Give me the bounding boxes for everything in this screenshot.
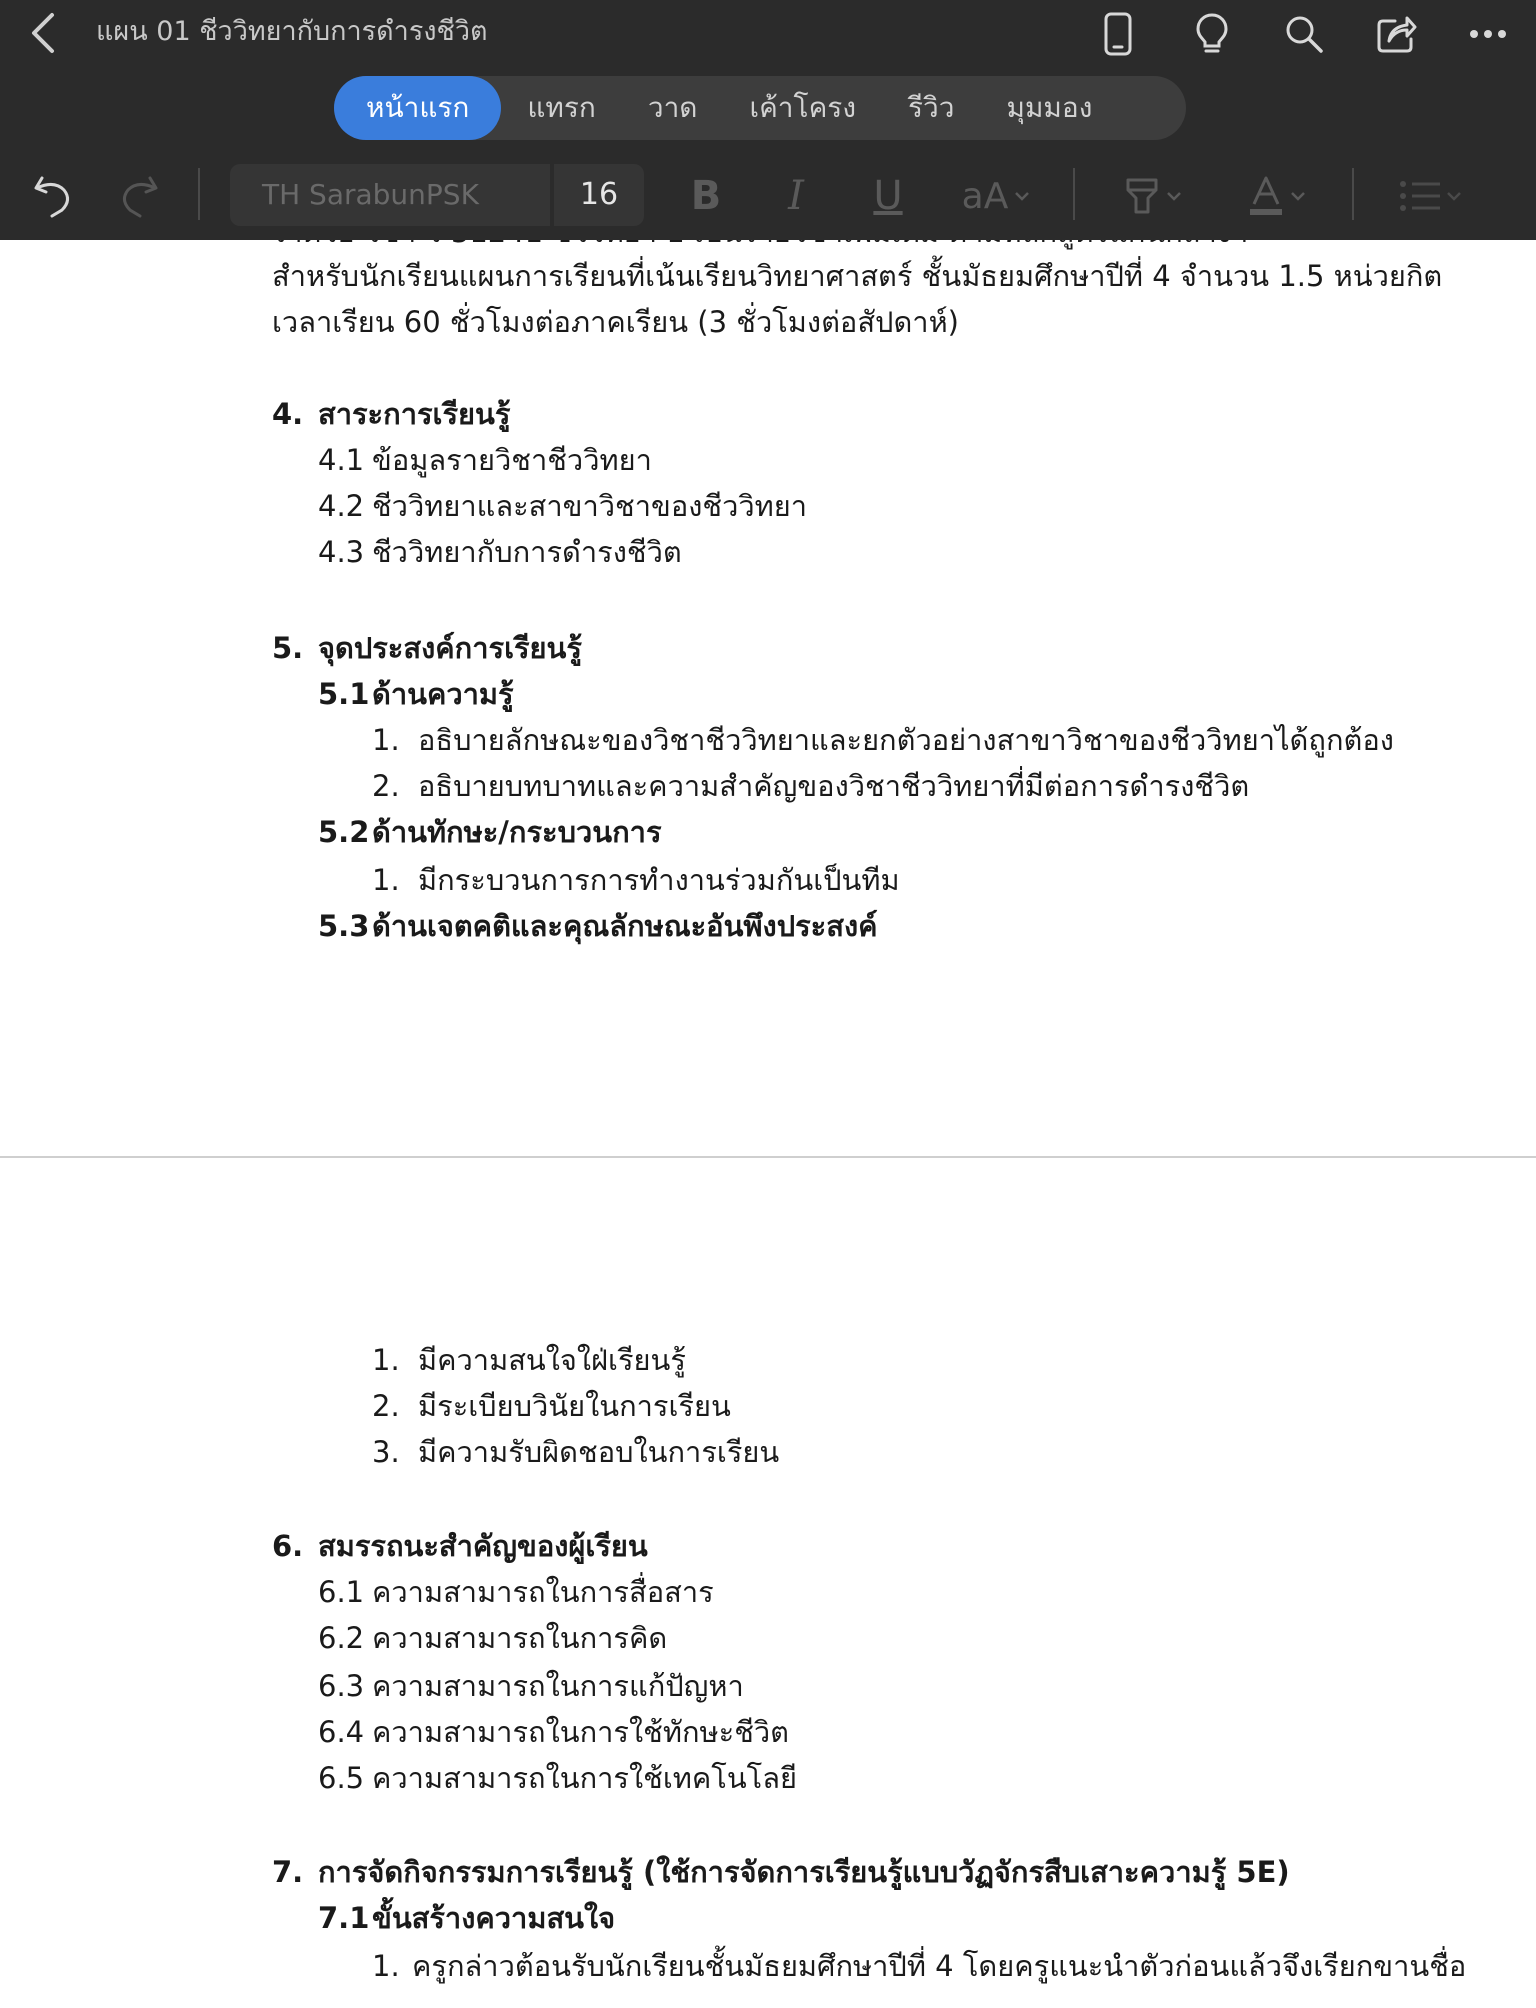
item-number: 1. bbox=[372, 1949, 400, 1983]
list-item bbox=[372, 1946, 1466, 1986]
title-bar bbox=[0, 0, 1536, 64]
item-number: 1. bbox=[372, 863, 400, 897]
section-heading bbox=[272, 394, 510, 434]
subsection-number: 5.2 bbox=[318, 815, 370, 849]
item-number: 6.4 bbox=[318, 1715, 365, 1749]
list-item bbox=[318, 440, 652, 480]
font-color-icon bbox=[1246, 174, 1286, 218]
underline-button[interactable] bbox=[868, 168, 908, 224]
item-text: ข้อมูลรายวิชาชีววิทยา bbox=[372, 443, 652, 477]
bullets-button[interactable] bbox=[1390, 168, 1470, 224]
item-number: 1. bbox=[372, 723, 400, 757]
list-item bbox=[318, 532, 682, 572]
subsection-number: 7.1 bbox=[318, 1901, 370, 1935]
back-button[interactable] bbox=[24, 10, 60, 56]
tab-draw[interactable]: วาด bbox=[647, 91, 698, 124]
font-size-field[interactable]: 16 bbox=[554, 164, 644, 226]
tab-view[interactable]: มุมมอง bbox=[1006, 91, 1093, 124]
list-item bbox=[372, 766, 1249, 806]
subsection-heading bbox=[318, 812, 662, 852]
chevron-down-icon bbox=[1166, 191, 1182, 201]
italic-icon: I bbox=[788, 173, 804, 219]
item-number: 6.5 bbox=[318, 1761, 365, 1795]
item-number: 2. bbox=[372, 769, 400, 803]
list-item bbox=[372, 1386, 731, 1426]
redo-button[interactable] bbox=[114, 168, 166, 224]
item-text: มีระเบียบวินัยในการเรียน bbox=[418, 1389, 731, 1423]
share-icon bbox=[1375, 13, 1417, 55]
item-text: ครูกล่าวต้อนรับนักเรียนชั้นมัธยมศึกษาปีที่ 4 โดยครูแนะนำตัวก่อนแล้วจึงเรียกขานชื่อ bbox=[412, 1949, 1467, 1983]
section-heading bbox=[272, 628, 582, 668]
item-text: มีความรับผิดชอบในการเรียน bbox=[418, 1435, 780, 1469]
document-page[interactable] bbox=[0, 240, 1536, 2008]
subsection-number: 5.1 bbox=[318, 677, 370, 711]
underline-icon: U bbox=[873, 173, 903, 219]
subsection-heading bbox=[318, 1898, 615, 1938]
font-size-icon: aA bbox=[961, 175, 1009, 217]
item-number: 2. bbox=[372, 1389, 400, 1423]
item-number: 4.1 bbox=[318, 443, 365, 477]
subsection-number: 5.3 bbox=[318, 909, 370, 943]
item-text: อธิบายบทบาทและความสำคัญของวิชาชีววิทยาที่มีต่อการดำรงชีวิต bbox=[418, 769, 1250, 803]
item-text: ความสามารถในการคิด bbox=[372, 1621, 668, 1655]
item-text: มีกระบวนการการทำงานร่วมกันเป็นทีม bbox=[418, 863, 900, 897]
item-text: ความสามารถในการสื่อสาร bbox=[372, 1575, 714, 1609]
item-number: 6.2 bbox=[318, 1621, 365, 1655]
tab-review[interactable]: รีวิว bbox=[908, 91, 955, 124]
list-item bbox=[318, 1666, 744, 1706]
item-text: มีความสนใจใฝ่เรียนรู้ bbox=[418, 1343, 686, 1377]
highlight-button[interactable] bbox=[1112, 168, 1192, 224]
search-icon bbox=[1284, 14, 1324, 54]
toolbar-divider bbox=[198, 168, 200, 220]
item-number: 6.3 bbox=[318, 1669, 365, 1703]
item-text: ความสามารถในการใช้เทคโนโลยี bbox=[372, 1761, 798, 1795]
highlighter-icon bbox=[1122, 174, 1162, 218]
undo-icon bbox=[32, 174, 72, 218]
search-button[interactable] bbox=[1282, 12, 1326, 56]
list-item bbox=[372, 1340, 686, 1380]
more-icon bbox=[1468, 28, 1508, 40]
item-number: 6.1 bbox=[318, 1575, 365, 1609]
share-button[interactable] bbox=[1374, 12, 1418, 56]
ribbon-tabs bbox=[334, 76, 1186, 140]
section-number: 5. bbox=[272, 631, 304, 665]
paragraph-line: เวลาเรียน 60 ชั่วโมงต่อภาคเรียน (3 ชั่วโมงต่อสัปดาห์) bbox=[272, 305, 959, 339]
top-toolbar bbox=[0, 0, 1536, 240]
italic-button[interactable] bbox=[778, 168, 814, 224]
bullet-list-icon bbox=[1398, 176, 1442, 216]
chevron-left-icon bbox=[28, 11, 56, 55]
toolbar-divider bbox=[1352, 168, 1354, 220]
item-number: 4.3 bbox=[318, 535, 365, 569]
list-item bbox=[372, 860, 900, 900]
section-title: จุดประสงค์การเรียนรู้ bbox=[318, 631, 582, 665]
section-heading bbox=[272, 1852, 1290, 1892]
item-text: ความสามารถในการใช้ทักษะชีวิต bbox=[372, 1715, 790, 1749]
document-title: แผน 01 ชีววิทยากับการดำรงชีวิต bbox=[96, 16, 488, 47]
subsection-title: ด้านทักษะ/กระบวนการ bbox=[372, 815, 662, 849]
paragraph-line: สำหรับนักเรียนแผนการเรียนที่เน้นเรียนวิทยาศาสตร์ ชั้นมัธยมศึกษาปีที่ 4 จำนวน 1.5 หน่วยกิต bbox=[272, 259, 1443, 293]
mobile-view-button[interactable] bbox=[1096, 12, 1140, 56]
chevron-down-icon bbox=[1290, 191, 1306, 201]
section-number: 4. bbox=[272, 397, 304, 431]
redo-icon bbox=[120, 174, 160, 218]
lightbulb-icon bbox=[1195, 12, 1229, 56]
section-number: 6. bbox=[272, 1529, 304, 1563]
subsection-title: ด้านความรู้ bbox=[372, 677, 514, 711]
item-text: อธิบายลักษณะของวิชาชีววิทยาและยกตัวอย่างสาขาวิชาของชีววิทยาได้ถูกต้อง bbox=[418, 723, 1394, 757]
list-item bbox=[318, 1572, 714, 1612]
font-color-button[interactable] bbox=[1236, 168, 1316, 224]
list-item bbox=[372, 1432, 779, 1472]
list-item bbox=[318, 1758, 797, 1798]
item-number: 1. bbox=[372, 1343, 400, 1377]
font-name-field[interactable]: TH SarabunPSK bbox=[230, 164, 550, 226]
section-number: 7. bbox=[272, 1855, 304, 1889]
bold-icon: B bbox=[690, 173, 722, 219]
section-title: สาระการเรียนรู้ bbox=[318, 397, 511, 431]
phone-icon bbox=[1103, 12, 1133, 56]
font-size-menu-button[interactable] bbox=[956, 168, 1036, 224]
section-title: สมรรถนะสำคัญของผู้เรียน bbox=[318, 1529, 648, 1563]
chevron-down-icon bbox=[1014, 191, 1030, 201]
list-item bbox=[318, 1712, 789, 1752]
item-text: ชีววิทยาและสาขาวิชาของชีววิทยา bbox=[372, 489, 808, 523]
list-item bbox=[318, 1618, 667, 1658]
page-break bbox=[0, 1156, 1536, 1158]
item-text: ชีววิทยากับการดำรงชีวิต bbox=[372, 535, 682, 569]
subsection-title: ขั้นสร้างความสนใจ bbox=[372, 1901, 616, 1935]
list-item bbox=[318, 486, 807, 526]
ideas-button[interactable] bbox=[1190, 12, 1234, 56]
tab-home[interactable]: หน้าแรก bbox=[334, 76, 501, 140]
subsection-heading bbox=[318, 674, 514, 714]
more-button[interactable] bbox=[1466, 12, 1510, 56]
item-number: 4.2 bbox=[318, 489, 365, 523]
undo-button[interactable] bbox=[26, 168, 78, 224]
item-number: 3. bbox=[372, 1435, 400, 1469]
subsection-title: ด้านเจตคติและคุณลักษณะอันพึงประสงค์ bbox=[372, 909, 878, 943]
tab-insert[interactable]: แทรก bbox=[527, 91, 596, 124]
list-item bbox=[372, 720, 1394, 760]
toolbar-divider bbox=[1073, 168, 1075, 220]
tab-layout[interactable]: เค้าโครง bbox=[749, 91, 857, 124]
chevron-down-icon bbox=[1446, 191, 1462, 201]
subsection-heading bbox=[318, 906, 878, 946]
section-title: การจัดกิจกรรมการเรียนรู้ (ใช้การจัดการเรียนรู้แบบวัฏจักรสืบเสาะความรู้ 5E) bbox=[318, 1855, 1290, 1889]
section-heading bbox=[272, 1526, 648, 1566]
item-text: ความสามารถในการแก้ปัญหา bbox=[372, 1669, 744, 1703]
bold-button[interactable] bbox=[688, 168, 724, 224]
